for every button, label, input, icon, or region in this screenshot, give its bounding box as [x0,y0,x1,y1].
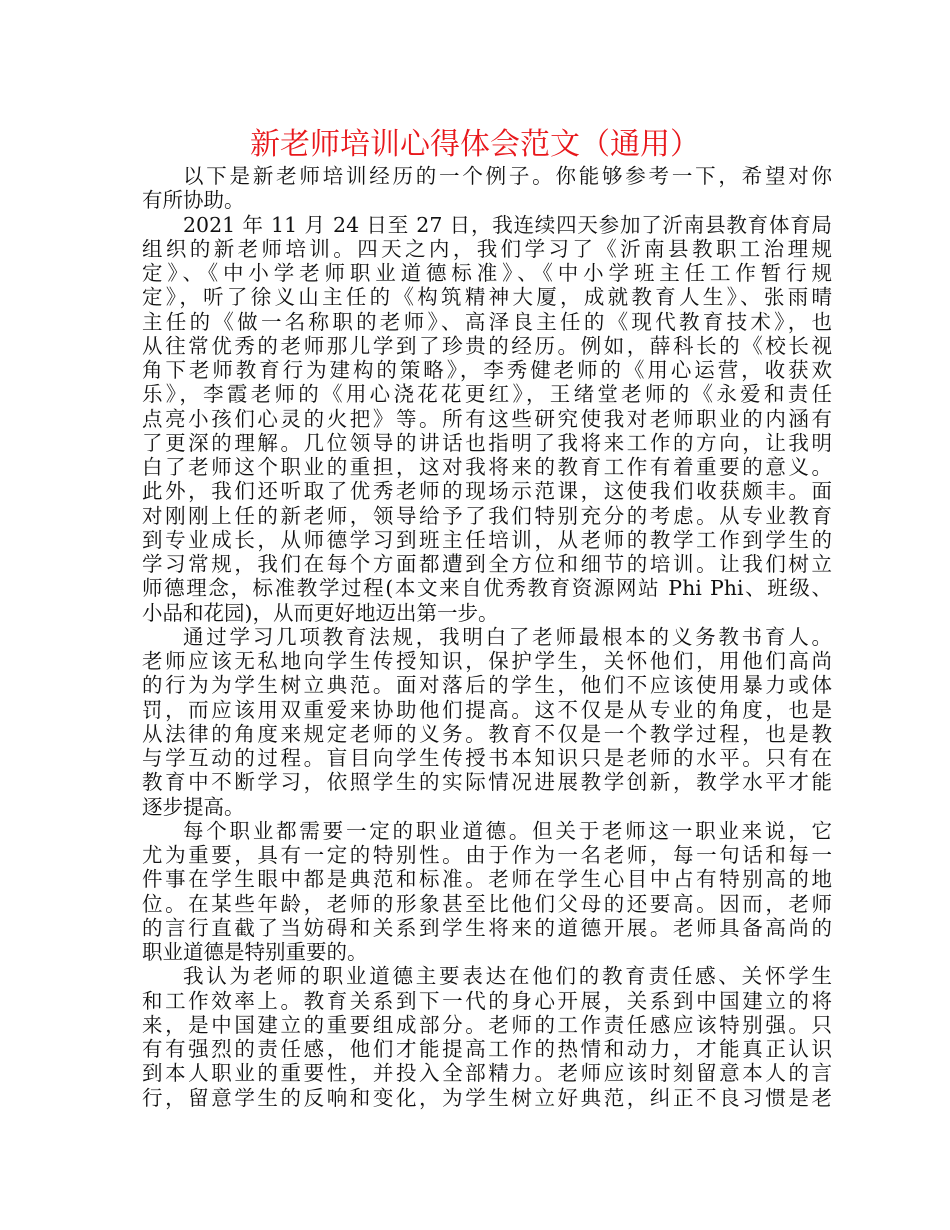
text-line: 每个职业都需要一定的职业道德。但关于老师这一职业来说，它 [183,818,832,843]
text-line: 的行为为学生树立典范。面对落后的学生，他们不应该使用暴力或体 [142,673,832,698]
text-line: 老师应该无私地向学生传授知识，保护学生，关怀他们，用他们高尚 [142,649,832,673]
text-line: 和工作效率上。教育关系到下一代的身心开展，关系到中国建立的将 [142,988,832,1013]
text-line: 定》，听了徐义山主任的《构筑精神大厦，成就教育人生》、张雨晴 [142,285,832,310]
text-line: 与学互动的过程。盲目向学生传授书本知识只是老师的水平。只有在 [142,746,832,770]
text-line: 学习常规，我们在每个方面都遭到全方位和细节的培训。让我们树立 [142,552,832,576]
text-line: 行，留意学生的反响和变化，为学生树立好典范，纠正不良习惯是老 [142,1085,832,1110]
text-line: 以下是新老师培训经历的一个例子。你能够参考一下，希望对你 [183,164,832,188]
text-line: 位。在某些年龄，老师的形象甚至比他们父母的还要高。因而，老师 [142,891,832,916]
text-line: 定》、《中小学老师职业道德标准》、《中小学班主任工作暂行规 [142,261,832,285]
text-line: 罚，而应该用双重爱来协助他们提高。这不仅是从专业的角度，也是 [142,697,832,722]
document-body [142,164,832,1110]
text-line: 逐步提高。 [142,794,245,819]
text-line: 我认为老师的职业道德主要表达在他们的教育责任感、关怀学生 [183,964,832,989]
text-line: 件事在学生眼中都是典范和标准。老师在学生心目中占有特别高的地 [142,867,832,892]
text-line: 2021 年 11 月 24 日至 27 日，我连续四天参加了沂南县教育体育局 [183,212,832,237]
text-line: 组织的新老师培训。四天之内，我们学习了《沂南县教职工治理规 [142,236,832,261]
text-line: 教育中不断学习，依照学生的实际情况进展教学创新，教学水平才能 [142,770,832,795]
document-title: 新老师培训心得体会范文（通用） [250,127,700,162]
text-line: 点亮小孩们心灵的火把》等。所有这些研究使我对老师职业的内涵有 [142,406,832,431]
text-line: 主任的《做一名称职的老师》、高泽良主任的《现代教育技术》，也 [142,309,832,334]
text-line: 有所协助。 [142,188,245,213]
text-line: 来，是中国建立的重要组成部分。老师的工作责任感应该特别强。只 [142,1012,832,1037]
text-line: 了更深的理解。几位领导的讲话也指明了我将来工作的方向，让我明 [142,430,832,455]
text-line: 的言行直截了当妨碍和关系到学生将来的道德开展。老师具备高尚的 [142,915,832,940]
text-line: 小品和花园)，从而更好地迈出第一步。 [142,600,499,625]
text-line: 通过学习几项教育法规，我明白了老师最根本的义务教书育人。 [183,624,832,649]
text-line: 到本人职业的重要性，并投入全部精力。老师应该时刻留意本人的言 [142,1061,832,1086]
text-line: 此外，我们还听取了优秀老师的现场示范课，这使我们收获颇丰。面 [142,479,832,504]
text-line: 有有强烈的责任感，他们才能提高工作的热情和动力，才能真正认识 [142,1037,832,1061]
text-line: 职业道德是特别重要的。 [142,940,368,964]
text-line: 从往常优秀的老师那儿学到了珍贵的经历。例如，薛科长的《校长视 [142,333,832,358]
text-line: 从法律的角度来规定老师的义务。教育不仅是一个教学过程，也是教 [142,721,832,746]
text-line: 到专业成长，从师德学习到班主任培训，从老师的教学工作到学生的 [142,527,832,552]
text-line: 对刚刚上任的新老师，领导给予了我们特别充分的考虑。从专业教育 [142,503,832,528]
text-line: 师德理念，标准教学过程(本文来自优秀教育资源网站 Phi Phi、班级、 [142,576,832,601]
text-line: 白了老师这个职业的重担，这对我将来的教育工作有着重要的意义。 [142,455,832,479]
text-line: 角下老师教育行为建构的策略》，李秀健老师的《用心运营，收获欢 [142,358,832,382]
text-line: 尤为重要，具有一定的特别性。由于作为一名老师，每一句话和每一 [142,843,832,867]
text-line: 乐》，李霞老师的《用心浇花花更红》，王绪堂老师的《永爱和责任 [142,382,832,407]
